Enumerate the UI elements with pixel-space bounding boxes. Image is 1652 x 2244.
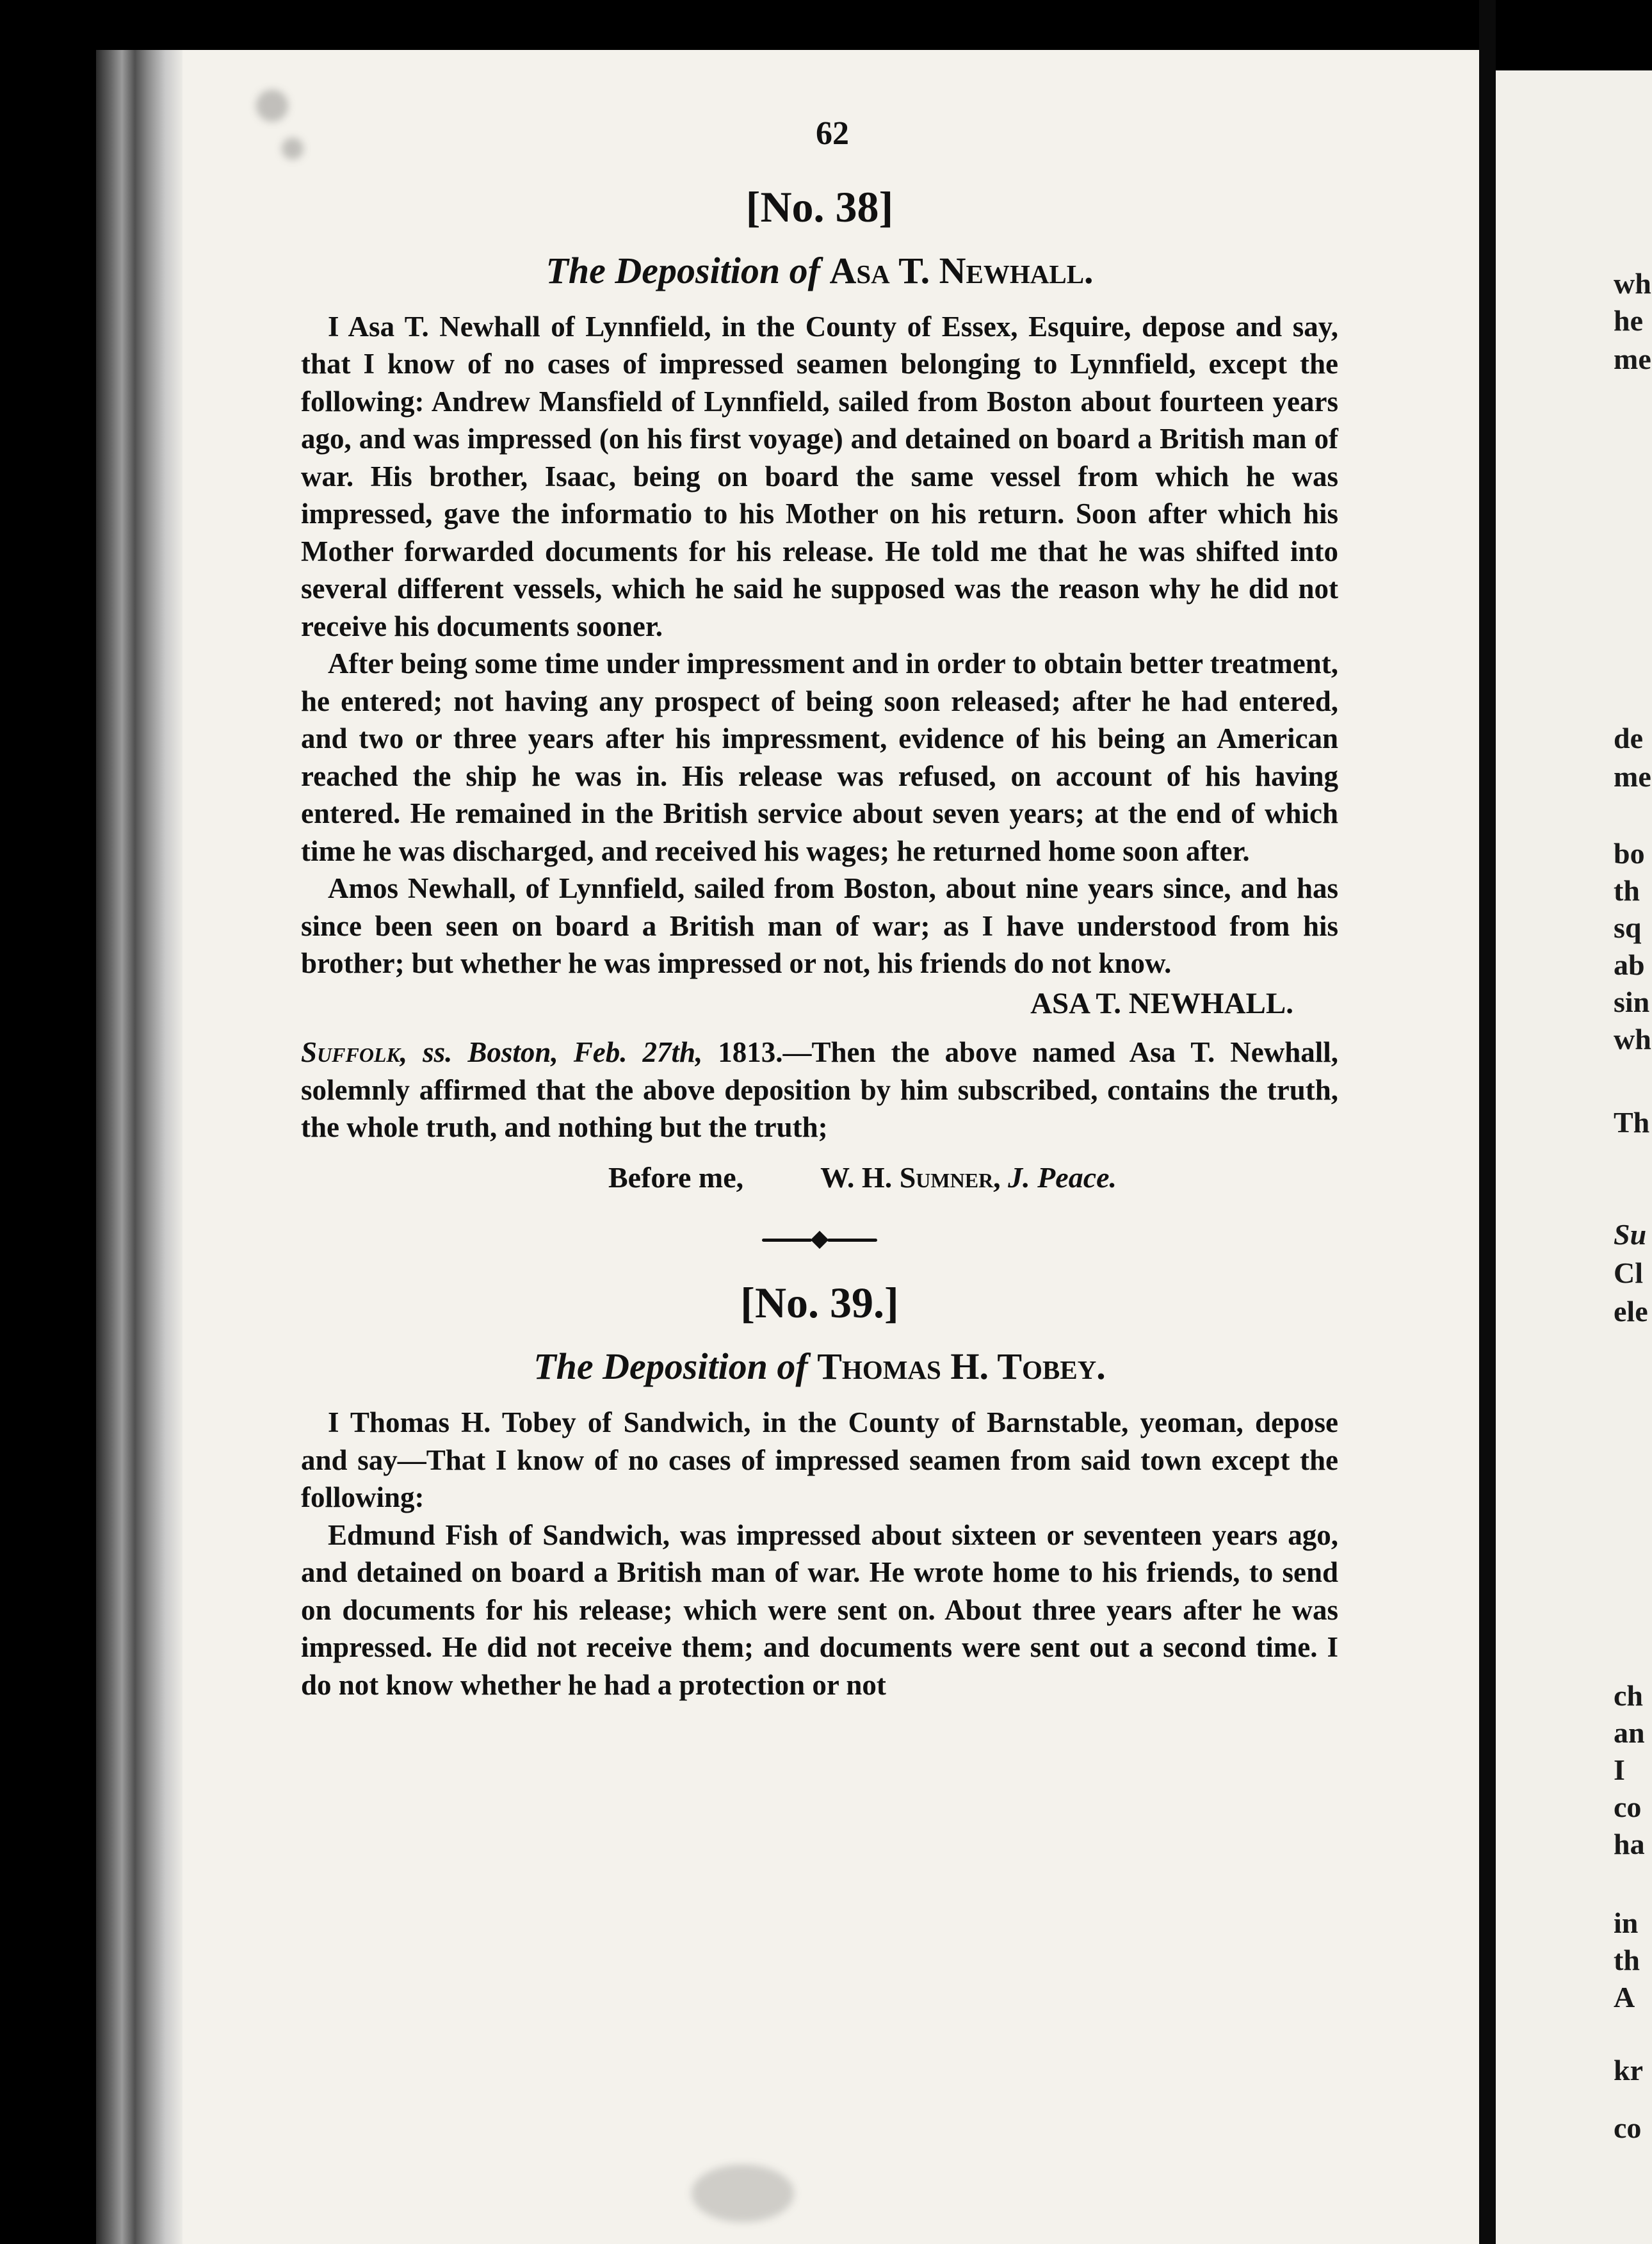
facing-page-fragment: th xyxy=(1614,874,1640,907)
facing-page-fragment: de xyxy=(1614,722,1643,754)
facing-page-fragment: Th xyxy=(1614,1106,1650,1139)
deposition-paragraph: After being some time under impressment and in order to obtain better treatment, he entered; not having any prospect of being soon released; after he had entered, and two or three years after his impressment, evidence of his being an American reached the ship he was in. His release was refused, on account of his having entered. He remained in the British service about seven years; at the end of which time he was discharged, and received his wages; he returned home soon after. xyxy=(301,647,1338,867)
facing-page-fragment: ab xyxy=(1614,948,1645,981)
facing-page-fragment: ha xyxy=(1614,1828,1645,1860)
facing-page-fragment: co xyxy=(1614,2111,1642,2144)
facing-page-fragment: sq xyxy=(1614,911,1642,944)
deponent-name: Asa T. Newhall. xyxy=(829,249,1094,291)
page-number: 62 xyxy=(816,115,849,152)
facing-page-fragment: wh xyxy=(1614,267,1651,300)
facing-page-fragment: co xyxy=(1614,1791,1642,1823)
facing-page-fragment: bo xyxy=(1614,837,1645,870)
facing-page-fragment: kr xyxy=(1614,2054,1643,2086)
facing-page-fragment: Su xyxy=(1614,1218,1647,1251)
deposition-number-heading: [No. 38] xyxy=(745,182,894,231)
facing-page-fragment: ch xyxy=(1614,1679,1643,1712)
facing-page-fragment: I xyxy=(1614,1753,1625,1786)
deposition-paragraph: I Thomas H. Tobey of Sandwich, in the County of Barnstable, yeoman, depose and say—That I know of no cases of impressed seamen from said town except the following: xyxy=(301,1406,1338,1513)
ink-smudge xyxy=(282,138,304,159)
deposition-title xyxy=(301,248,1338,294)
justice-attestation xyxy=(301,1159,1338,1197)
justice-name: W. H. Sumner, xyxy=(820,1160,1001,1194)
ink-smudge xyxy=(256,90,288,122)
book-binding-gutter xyxy=(96,50,182,2244)
facing-page-fragment: A xyxy=(1614,1981,1635,2013)
facing-page-fragment: Cl xyxy=(1614,1256,1643,1289)
facing-page-fragment: me xyxy=(1614,760,1651,793)
jurat-place-date: Boston, Feb. 27th, xyxy=(467,1036,703,1068)
facing-page-fragment: ele xyxy=(1614,1295,1648,1328)
facing-page-fragment: an xyxy=(1614,1716,1645,1749)
deposition-paragraph: I Asa T. Newhall of Lynnfield, in the County of Essex, Esquire, depose and say, that I know of no cases of impressed seamen belonging to Lynnfield, except the following: Andrew Mansfield of Lynnfield, sailed from Boston about fourteen years ago, and was impressed (on his first voyage) and detained on board a British man of war. His brother, Isaac, being on board the same vessel from which he was impressed, gave the informatio to his Mother on his return. Soon after which his Mother forwarded documents for his release. He told me that he was shifted into several different vessels, which he said he supposed was the reason why he did not receive his documents sooner. xyxy=(301,310,1338,642)
before-me-text: Before me, xyxy=(608,1160,744,1194)
facing-page-fragment: me xyxy=(1614,343,1651,375)
jurat-ss: ss. xyxy=(423,1036,453,1068)
justice-title: J. Peace. xyxy=(1008,1160,1117,1194)
title-prefix: The Deposition of xyxy=(533,1346,808,1387)
section-divider-ornament xyxy=(762,1232,877,1248)
deponent-name: Thomas H. Tobey. xyxy=(817,1346,1106,1387)
deponent-signature: ASA T. NEWHALL. xyxy=(1030,986,1293,1020)
ink-smudge xyxy=(692,2165,794,2222)
facing-page-fragment: in xyxy=(1614,1907,1639,1939)
jurat-paragraph xyxy=(301,1034,1338,1146)
page-gap xyxy=(1479,0,1496,2244)
facing-page-fragment: th xyxy=(1614,1944,1640,1976)
facing-page-fragment: wh xyxy=(1614,1023,1651,1055)
facing-page-fragment: sin xyxy=(1614,986,1650,1018)
title-prefix: The Deposition of xyxy=(546,249,820,291)
jurat-text: 1813.—Then the above named Asa T. Newhall, solemnly affirmed that the above deposition by him subscribed, contains the truth, the whole truth, and nothing but the truth; xyxy=(301,1036,1339,1143)
deposition-paragraph: Amos Newhall, of Lynnfield, sailed from Boston, about nine years since, and has since been seen on board a British man of war; as I have understood from his brother; but whether he was impressed or not, his friends do not know. xyxy=(301,872,1338,979)
deposition-number-heading: [No. 39.] xyxy=(740,1278,899,1327)
page-text-block xyxy=(301,115,1338,1703)
deposition-paragraph: Edmund Fish of Sandwich, was impressed about sixteen or seventeen years ago, and detained on board a British man of war. He wrote home to his friends, to send on documents for his release; which were sent on. About three years after he was impressed. He did not receive them; and documents were sent out a second time. I do not know whether he had a protection or not xyxy=(301,1518,1338,1701)
jurat-county: Suffolk, xyxy=(301,1036,408,1068)
deposition-title xyxy=(301,1344,1338,1390)
facing-page-fragment: he xyxy=(1614,304,1643,337)
